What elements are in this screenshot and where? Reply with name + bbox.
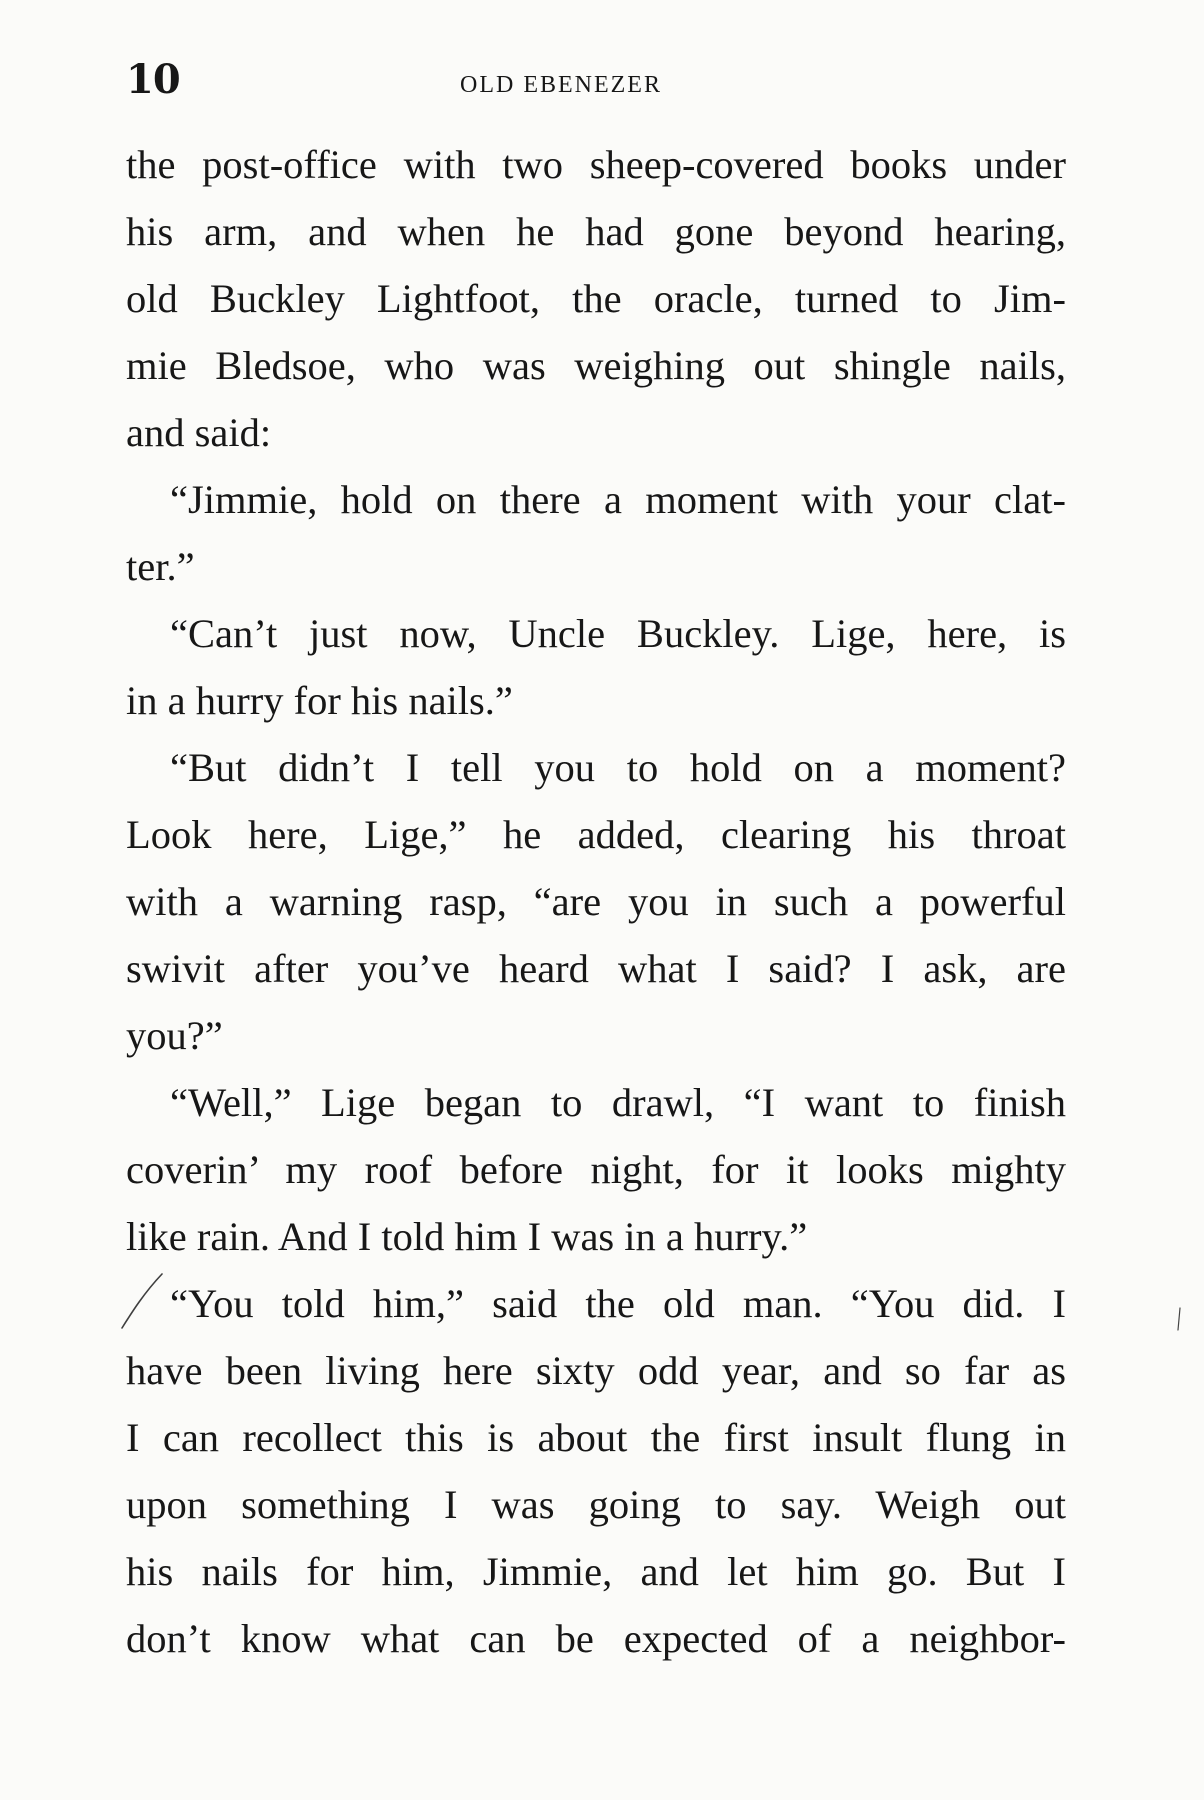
text-line: mie Bledsoe, who was weighing out shingle nails,	[126, 343, 1066, 388]
page-number: 10	[126, 56, 180, 103]
text-line: his arm, and when he had gone beyond hearing,	[126, 209, 1066, 254]
running-title: OLD EBENEZER	[460, 72, 662, 98]
text-line: “You told him,” said the old man. “You did. I	[170, 1281, 1066, 1326]
text-line: “Well,” Lige began to drawl, “I want to finish	[170, 1080, 1066, 1125]
text-line: the post-office with two sheep-covered books under	[126, 142, 1066, 187]
text-line: with a warning rasp, “are you in such a powerful	[126, 879, 1066, 924]
text-line: upon something I was going to say. Weigh out	[126, 1482, 1066, 1527]
margin-tick-icon	[1176, 1306, 1182, 1332]
text-line: “Can’t just now, Uncle Buckley. Lige, here, is	[170, 611, 1066, 656]
text-line: I can recollect this is about the first insult flung in	[126, 1415, 1066, 1460]
pencil-mark-icon	[114, 1266, 170, 1334]
text-line: “But didn’t I tell you to hold on a moment?	[170, 745, 1066, 790]
text-line: and said:	[126, 410, 272, 455]
text-line: old Buckley Lightfoot, the oracle, turned to Jim-	[126, 276, 1066, 321]
text-line: you?”	[126, 1013, 223, 1058]
text-line: have been living here sixty odd year, and so far as	[126, 1348, 1066, 1393]
text-line: “Jimmie, hold on there a moment with your clat-	[170, 477, 1066, 522]
text-line: in a hurry for his nails.”	[126, 678, 513, 723]
text-line: don’t know what can be expected of a neighbor-	[126, 1616, 1066, 1661]
text-line: Look here, Lige,” he added, clearing his throat	[126, 812, 1066, 857]
text-line: coverin’ my roof before night, for it looks mighty	[126, 1147, 1066, 1192]
text-line: swivit after you’ve heard what I said? I ask, are	[126, 946, 1066, 991]
text-line: his nails for him, Jimmie, and let him go. But I	[126, 1549, 1066, 1594]
text-line: like rain. And I told him I was in a hurry.”	[126, 1214, 808, 1259]
text-line: ter.”	[126, 544, 195, 589]
